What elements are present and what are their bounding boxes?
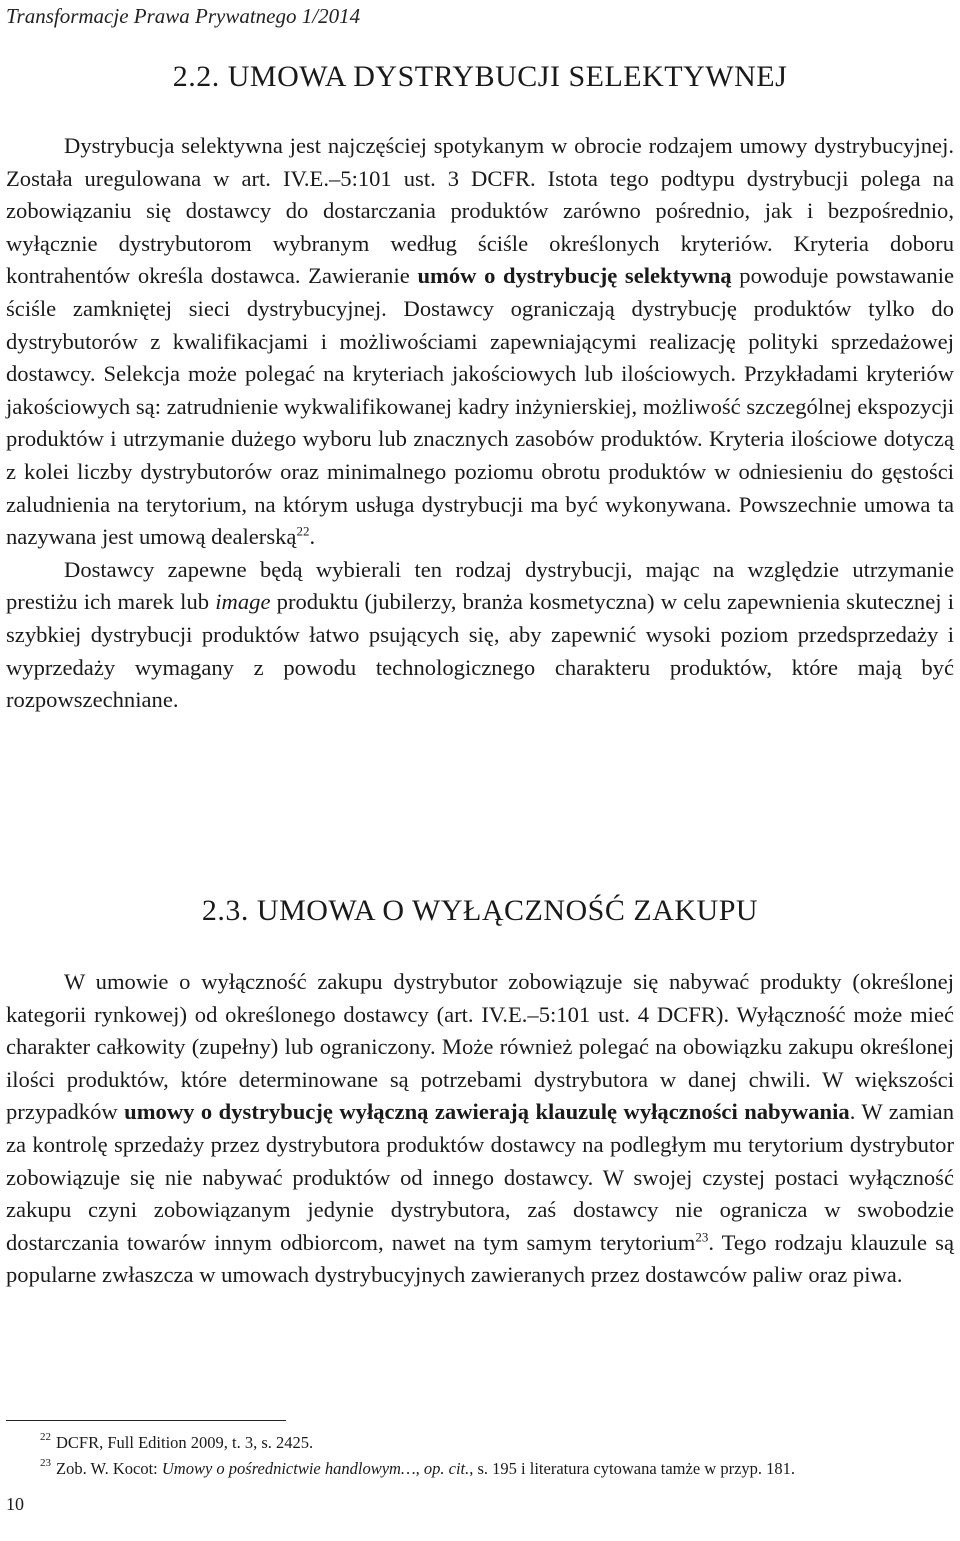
text-run: . Tego rodzaju klauzule są popularne zwłaszcza w umowach dystrybucyjnych zawieranych przez dostawców paliw oraz piwa.	[6, 1229, 955, 1288]
bold-term: umowy o dystrybucję wyłączną zawierają klauzulę wyłączności nabywania	[124, 1099, 850, 1125]
italic-term: image	[215, 589, 271, 615]
paragraph	[6, 130, 954, 554]
paragraph	[6, 554, 954, 717]
bold-term: umów o dystrybucję selektywną	[417, 263, 732, 289]
text-run: . W zamian za kontrolę sprzedaży przez dystrybutora produktów dostawcy na podległym mu terytorium dystrybutor zobowiązuje się nie nabywać produktów od innego dostawcy. W swojej czystej postaci wyłączność zakupu czyni zobowiązanym jedynie dystrybutora, zaś dostawcy nie ogranicza w swobodzie dostarczania towarów innym odbiorcom, nawet na tym samym terytorium	[6, 1099, 955, 1255]
paragraph	[6, 966, 954, 1292]
text-run: powoduje powstawanie ściśle zamkniętej sieci dystrybucyjnej. Dostawcy ograniczają dystrybucję produktów tylko do dystrybutorów z kwalifikacjami i możliwościami zapewniającymi realizację polityki sprzedażowej dostawcy. Selekcja może polegać na kryteriach jakościowych lub ilościowych. Przykładami kryteriów jakościowych są: zatrudnienie wykwalifikowanej kadry inżynierskiej, możliwość szczególnej ekspozycji produktów i utrzymanie dużego wyboru lub znacznych zasobów produktów. Kryteria ilościowe dotyczą z kolei liczby dystrybutorów oraz minimalnego poziomu obrotu produktów w odniesieniu do gęstości zaludnienia na terytorium, na którym usługa dystrybucji ma być wykonywana. Powszechnie umowa ta nazywana jest umową dealerską	[6, 263, 955, 550]
section-2-2-body	[6, 130, 954, 717]
footnote-divider	[6, 1420, 286, 1421]
section-title-2-2: 2.2. UMOWA DYSTRYBUCJI SELEKTYWNEJ	[172, 60, 788, 93]
footnote-text: Zob. W. Kocot:	[56, 1459, 162, 1478]
footnote-ref-22[interactable]: 22	[296, 523, 310, 539]
footnote-number: 22	[40, 1431, 51, 1443]
text-run: W umowie o wyłączność zakupu dystrybutor zobowiązuje się nabywać produkty (określonej kategorii rynkowej) od określonego dostawcy (art. IV.E.–5:101 ust. 4 DCFR). Wyłączność może mieć charakter całkowity (zupełny) lub ograniczony. Może również polegać na obowiązku zakupu określonej ilości produktów, które determinowane są potrzebami dystrybutora w danej chwili. W większości przypadków	[6, 969, 954, 1125]
running-head: Transformacje Prawa Prywatnego 1/2014	[6, 4, 361, 28]
text-run: Dystrybucja selektywna jest najczęściej spotykanym w obrocie rodzajem umowy dystrybucyjnej. Została uregulowana w art. IV.E.–5:101 ust. 3 DCFR. Istota tego podtypu dystrybucji polega na zobowiązaniu się dostawcy do dostarczania produktów zarówno pośrednio, jak i bezpośrednio, wyłącznie dystrybutorom wybranym według ściśle określonych kryteriów. Kryteria doboru kontrahentów określa dostawca. Zawieranie	[6, 133, 954, 289]
footnote-text: DCFR, Full Edition 2009, t. 3, s. 2425.	[56, 1433, 314, 1452]
footnote-number: 23	[40, 1457, 51, 1469]
footnotes	[6, 1430, 954, 1482]
footnote-23	[6, 1456, 954, 1482]
footnote-text: , s. 195 i literatura cytowana tamże w przyp. 181.	[469, 1459, 796, 1478]
page-number: 10	[6, 1494, 24, 1514]
footnote-ref-23[interactable]: 23	[695, 1229, 709, 1245]
section-title-2-3: 2.3. UMOWA O WYŁĄCZNOŚĆ ZAKUPU	[201, 894, 759, 927]
section-2-3-body	[6, 966, 954, 1292]
text-run: Dostawcy zapewne będą wybierali ten rodzaj dystrybucji, mając na względzie utrzymanie prestiżu ich marek lub	[6, 556, 954, 615]
footnote-22	[6, 1430, 954, 1456]
text-run: .	[309, 524, 316, 550]
text-run: produktu (jubilerzy, branża kosmetyczna) w celu zapewnienia skutecznej i szybkiej dystrybucji produktów łatwo psujących się, aby zapewnić wysoki poziom przedsprzedaży i wyprzedaży wymagany z powodu technologicznego charakteru produktów, które mają być rozpowszechniane.	[6, 589, 954, 713]
footnote-italic-title: Umowy o pośrednictwie handlowym…, op. cit.	[161, 1459, 470, 1478]
